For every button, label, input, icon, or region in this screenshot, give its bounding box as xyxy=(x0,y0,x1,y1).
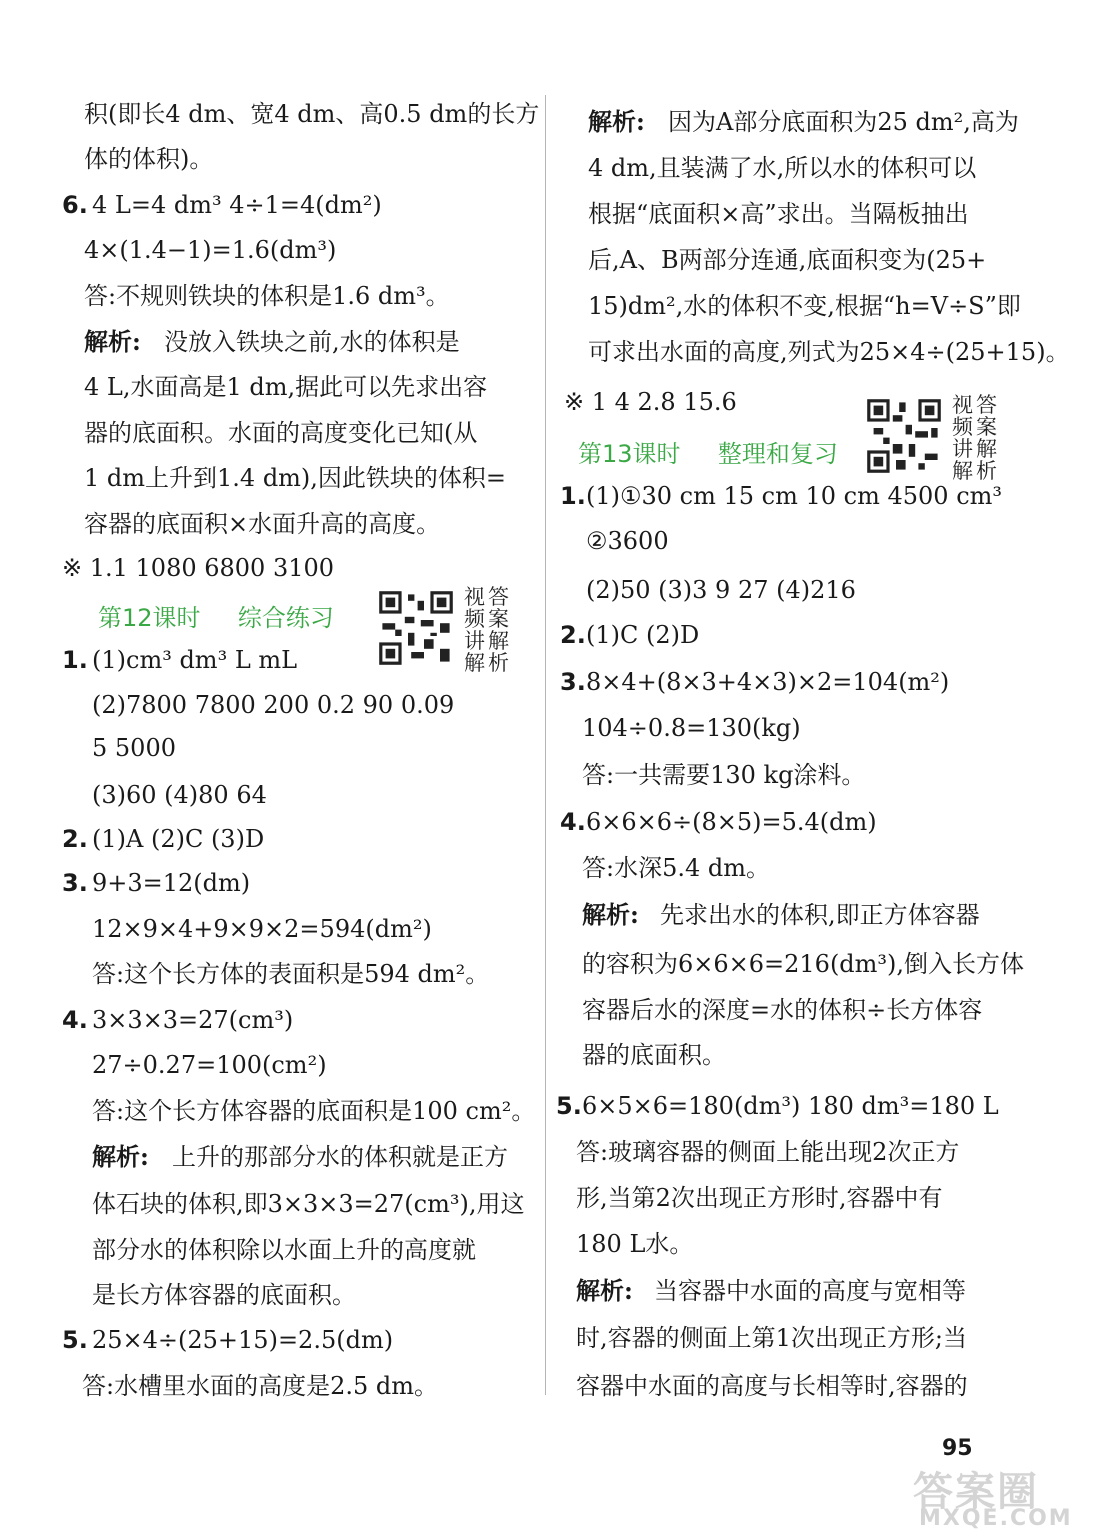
text-line: 体石块的体积,即3×3×3=27(cm³),用这 xyxy=(92,1190,525,1218)
text-line: 8×4+(8×3+4×3)×2=104(m²) xyxy=(586,668,950,696)
question-number: 2. xyxy=(62,825,88,853)
qr-char: 频 xyxy=(952,415,973,439)
analysis-label: 解析: xyxy=(582,900,639,929)
qr-char: 析 xyxy=(976,459,997,483)
question-number: 3. xyxy=(560,668,586,696)
qr-char: 解 xyxy=(976,437,997,461)
text-line: 12×9×4+9×9×2=594(dm²) xyxy=(92,915,432,943)
text-line: 4×(1.4−1)=1.6(dm³) xyxy=(84,236,337,264)
text-line: (1)C (2)D xyxy=(586,621,700,649)
text-line: 根据“底面积×高”求出。当隔板抽出 xyxy=(588,200,969,228)
text-line: 4 L,水面高是1 dm,据此可以先求出容 xyxy=(84,373,488,401)
question-number: 4. xyxy=(62,1006,88,1034)
extra-answers: ※ 1 4 2.8 15.6 xyxy=(564,388,737,416)
qr-char: 答 xyxy=(488,585,509,609)
qr-code-icon xyxy=(376,588,456,668)
answer-line: 答:不规则铁块的体积是1.6 dm³。 xyxy=(84,282,450,310)
text-line: 27÷0.27=100(cm²) xyxy=(92,1051,327,1079)
text-line: 的容积为6×6×6=216(dm³),倒入长方体 xyxy=(582,950,1025,978)
text-line: (3)60 (4)80 64 xyxy=(92,781,267,809)
text-line: (1)cm³ dm³ L mL xyxy=(92,646,298,674)
text-line: 因为A部分底面积为25 dm²,高为 xyxy=(668,108,1019,136)
text-line: 后,A、B两部分连通,底面积变为(25+ xyxy=(588,246,987,274)
answer-line: 答:这个长方体的表面积是594 dm²。 xyxy=(92,960,490,988)
text-line: 先求出水的体积,即正方体容器 xyxy=(660,901,980,929)
text-line: (1)①30 cm 15 cm 10 cm 4500 cm³ xyxy=(586,482,1003,510)
qr-char: 案 xyxy=(488,607,509,631)
qr-char: 解 xyxy=(464,651,485,675)
qr-char: 讲 xyxy=(464,629,485,653)
text-line: 部分水的体积除以水面上升的高度就 xyxy=(92,1236,476,1264)
answer-line: 答:一共需要130 kg涂料。 xyxy=(582,761,866,789)
watermark-logo xyxy=(905,1460,1099,1536)
watermark-top: 答案圈 xyxy=(913,1469,1039,1515)
qr-char: 频 xyxy=(464,607,485,631)
qr-char: 视 xyxy=(464,585,485,609)
qr-char: 案 xyxy=(976,415,997,439)
text-line: (2)7800 7800 200 0.2 90 0.09 xyxy=(92,691,455,719)
text-line: 积(即长4 dm、宽4 dm、高0.5 dm的长方 xyxy=(84,100,540,128)
answer-line: 答:水槽里水面的高度是2.5 dm。 xyxy=(82,1372,439,1400)
page-number: 95 xyxy=(942,1436,973,1461)
qr-code-icon xyxy=(864,396,944,476)
text-line: 5 5000 xyxy=(92,734,176,762)
text-line: 3×3×3=27(cm³) xyxy=(92,1006,294,1034)
answer-line: 答:这个长方体容器的底面积是100 cm²。 xyxy=(92,1097,536,1125)
text-line: 4 dm,且装满了水,所以水的体积可以 xyxy=(588,154,977,182)
question-number: 1. xyxy=(560,482,586,510)
watermark-bottom: MXQE.COM xyxy=(919,1506,1073,1531)
analysis-label: 解析: xyxy=(576,1276,633,1305)
lesson-heading xyxy=(578,434,838,469)
qr-caption xyxy=(952,394,998,482)
qr-char: 视 xyxy=(952,393,973,417)
text-line: 容器中水面的高度与长相等时,容器的 xyxy=(576,1372,968,1400)
analysis-label: 解析: xyxy=(92,1142,149,1171)
analysis-label: 解析: xyxy=(84,327,141,356)
text-line: 容器后水的深度=水的体积÷长方体容 xyxy=(582,996,983,1024)
text-line: (1)A (2)C (3)D xyxy=(92,825,265,853)
question-number: 5. xyxy=(556,1092,582,1120)
text-line: 4 L=4 dm³ 4÷1=4(dm²) xyxy=(92,191,382,219)
text-line: 体的体积)。 xyxy=(84,145,214,173)
qr-caption xyxy=(464,586,510,674)
text-line: 没放入铁块之前,水的体积是 xyxy=(164,328,460,356)
qr-char: 答 xyxy=(976,393,997,417)
lesson-title: 第12课时 xyxy=(98,604,201,632)
text-line: 器的底面积。 xyxy=(582,1041,726,1069)
text-line: 是长方体容器的底面积。 xyxy=(92,1281,356,1309)
question-number: 4. xyxy=(560,808,586,836)
text-line: 25×4÷(25+15)=2.5(dm) xyxy=(92,1326,394,1354)
analysis-label: 解析: xyxy=(588,107,645,136)
text-line: 时,容器的侧面上第1次出现正方形;当 xyxy=(576,1324,967,1352)
question-number: 1. xyxy=(62,646,88,674)
text-line: 15)dm²,水的体积不变,根据“h=V÷S”即 xyxy=(588,292,1021,320)
text-line: 6×5×6=180(dm³) 180 dm³=180 L xyxy=(582,1092,999,1120)
question-number: 6. xyxy=(62,191,88,219)
text-line: (2)50 (3)3 9 27 (4)216 xyxy=(586,576,856,604)
text-line: 上升的那部分水的体积就是正方 xyxy=(172,1143,508,1171)
text-line: 6×6×6÷(8×5)=5.4(dm) xyxy=(586,808,877,836)
text-line: 容器的底面积×水面升高的高度。 xyxy=(84,510,441,538)
text-line: ②3600 xyxy=(586,527,669,555)
qr-char: 解 xyxy=(488,629,509,653)
question-number: 2. xyxy=(560,621,586,649)
qr-char: 析 xyxy=(488,651,509,675)
text-line: 9+3=12(dm) xyxy=(92,869,251,897)
lesson-heading xyxy=(98,598,334,633)
text-line: 可求出水面的高度,列式为25×4÷(25+15)。 xyxy=(588,338,1070,366)
text-line: 器的底面积。水面的高度变化已知(从 xyxy=(84,419,478,447)
lesson-title: 第13课时 xyxy=(578,440,681,468)
text-line: 当容器中水面的高度与宽相等 xyxy=(654,1277,966,1305)
text-line: 1 dm上升到1.4 dm),因此铁块的体积= xyxy=(84,464,507,492)
answer-line: 答:水深5.4 dm。 xyxy=(582,854,771,882)
qr-char: 解 xyxy=(952,459,973,483)
text-line: 104÷0.8=130(kg) xyxy=(582,714,801,742)
question-number: 5. xyxy=(62,1326,88,1354)
lesson-subtitle: 整理和复习 xyxy=(717,440,838,468)
text-line: 180 L水。 xyxy=(576,1230,694,1258)
answer-line: 答:玻璃容器的侧面上能出现2次正方 xyxy=(576,1138,960,1166)
column-divider xyxy=(545,95,546,1395)
lesson-subtitle: 综合练习 xyxy=(237,604,334,632)
qr-char: 讲 xyxy=(952,437,973,461)
text-line: 形,当第2次出现正方形时,容器中有 xyxy=(576,1184,943,1212)
extra-answers: ※ 1.1 1080 6800 3100 xyxy=(62,554,335,582)
question-number: 3. xyxy=(62,869,88,897)
